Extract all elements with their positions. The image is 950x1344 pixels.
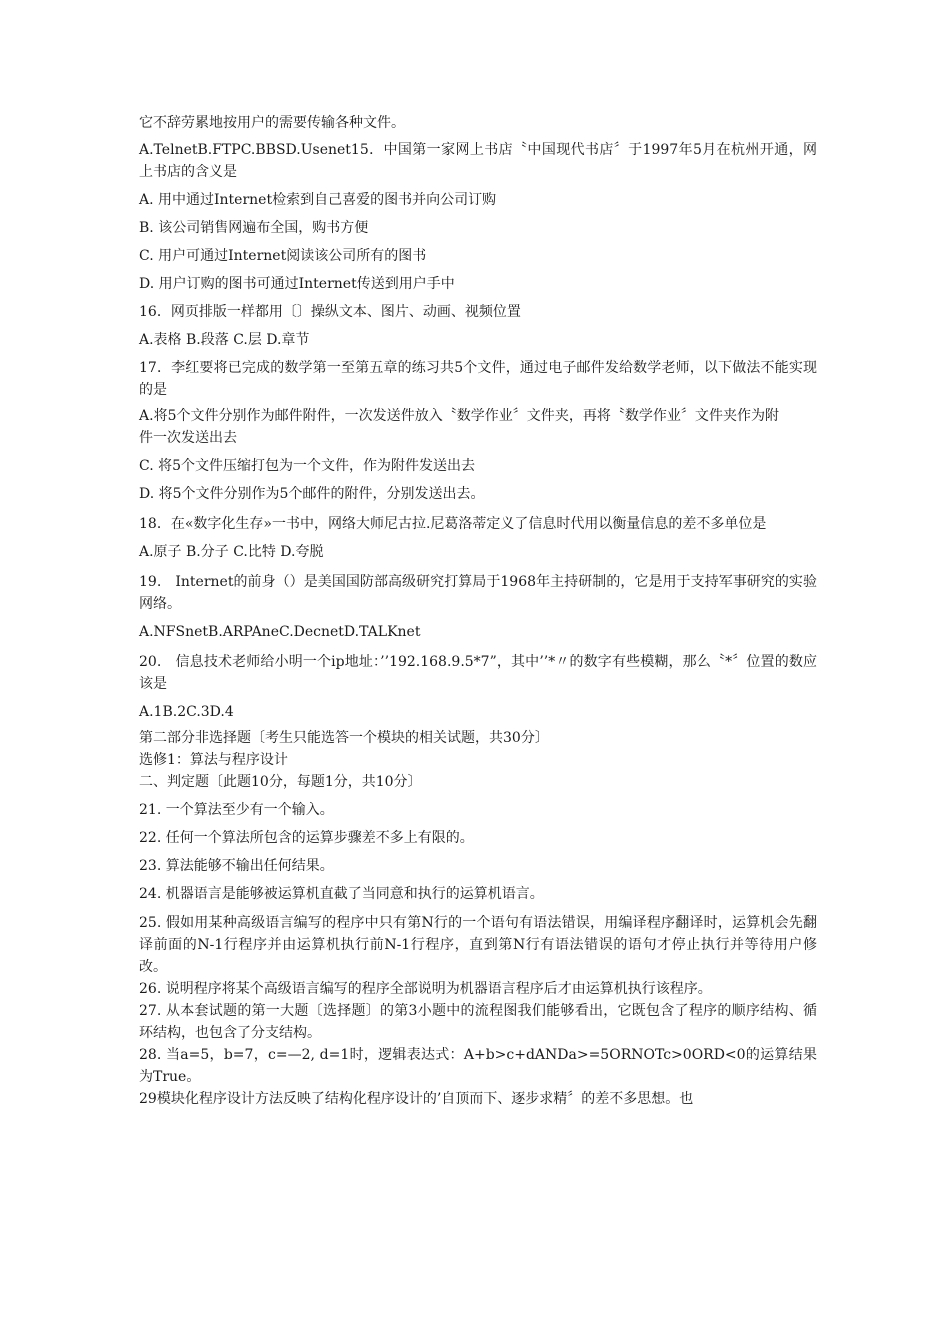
options-16: A.表格 B.段落 C.层 D.章节: [139, 332, 310, 348]
section-heading: 二、判定题〔此题10分，每题1分，共10分〕: [139, 774, 422, 790]
question-17: 17．李红要将已完成的数学第一至第五章的练习共5个文件，通过电子邮件发给数学老师，以下做法不能实现的是: [139, 360, 817, 398]
option-b: B. 该公司销售网遍布全国，购书方便: [139, 220, 369, 236]
question-22: 22. 任何一个算法所包含的运算步骤差不多上有限的。: [139, 830, 474, 846]
question-27: 27. 从本套试题的第一大题〔选择题〕的第3小题中的流程图我们能够看出，它既包含了程序的顺序结构、循环结构，也包含了分支结构。: [139, 1003, 817, 1041]
question-20: 20. 信息技术老师给小明一个ip地址：’’192.168.9.5*7”，其中’’*〃的数字有些模糊，那么〝*〞位置的数应该是: [139, 654, 817, 692]
elective-heading: 选修1：算法与程序设计: [139, 752, 288, 768]
options-18: A.原子 B.分子 C.比特 D.夸脱: [139, 544, 324, 560]
question-28: 28. 当a=5，b=7，c=—2, d=1时，逻辑表达式：A+b>c+dANDa>=5ORNOTc>0ORD<0的运算结果为True。: [139, 1047, 817, 1085]
question-24: 24. 机器语言是能够被运算机直截了当同意和执行的运算机语言。: [139, 886, 544, 902]
question-25: 25. 假如用某种高级语言编写的程序中只有第N行的一个语句有语法错误，用编译程序翻译时，运算机会先翻译前面的N-1行程序并由运算机执行前N-1行程序，直到第N行有语法错误的语句才停止执行并等待用户修改。: [139, 915, 817, 975]
question-18: 18．在«数字化生存»一书中，网络大师尼古拉.尼葛洛蒂定义了信息时代用以衡量信息的差不多单位是: [139, 516, 767, 532]
question-29: 29模块化程序设计方法反映了结构化程序设计的’自顶而下、逐步求精〞的差不多思想。也: [139, 1091, 694, 1107]
option-17-a: A.将5个文件分别作为邮件附件，一次发送件放入〝数学作业〞文件夹，再将〝数学作业〞文件夹作为附件一次发送出去: [139, 408, 779, 446]
option-17-c: C. 将5个文件压缩打包为一个文件，作为附件发送出去: [139, 458, 476, 474]
option-17-d: D. 将5个文件分别作为5个邮件的附件，分别发送出去。: [139, 486, 485, 502]
options-20: A.1B.2C.3D.4: [139, 704, 234, 720]
text-line: A.TelnetB.FTPC.BBSD.Usenet15．中国第一家网上书店〝中国现代书店〞于1997年5月在杭州开通，网上书店的含义是: [139, 142, 817, 180]
option-c: C. 用户可通过Internet阅读该公司所有的图书: [139, 248, 427, 264]
question-23: 23. 算法能够不输出任何结果。: [139, 858, 334, 874]
option-a: A. 用中通过Internet检索到自己喜爱的图书并向公司订购: [139, 192, 497, 208]
options-19: A.NFSnetB.ARPAneC.DecnetD.TALKnet: [139, 624, 421, 640]
part-two-heading: 第二部分非选择题〔考生只能选答一个模块的相关试题，共30分〕: [139, 730, 549, 746]
question-16: 16．网页排版一样都用〔〕操纵文本、图片、动画、视频位置: [139, 304, 521, 320]
question-26: 26. 说明程序将某个高级语言编写的程序全部说明为机器语言程序后才由运算机执行该程序。: [139, 981, 712, 997]
option-d: D. 用户订购的图书可通过Internet传送到用户手中: [139, 276, 455, 292]
document-body: [139, 112, 817, 1110]
text-line: 它不辞劳累地按用户的需要传输各种文件。: [139, 115, 405, 131]
question-21: 21. 一个算法至少有一个输入。: [139, 802, 334, 818]
question-19: 19. Internet的前身（）是美国国防部高级研究打算局于1968年主持研制的，它是用于支持军事研究的实验网络。: [139, 574, 817, 612]
